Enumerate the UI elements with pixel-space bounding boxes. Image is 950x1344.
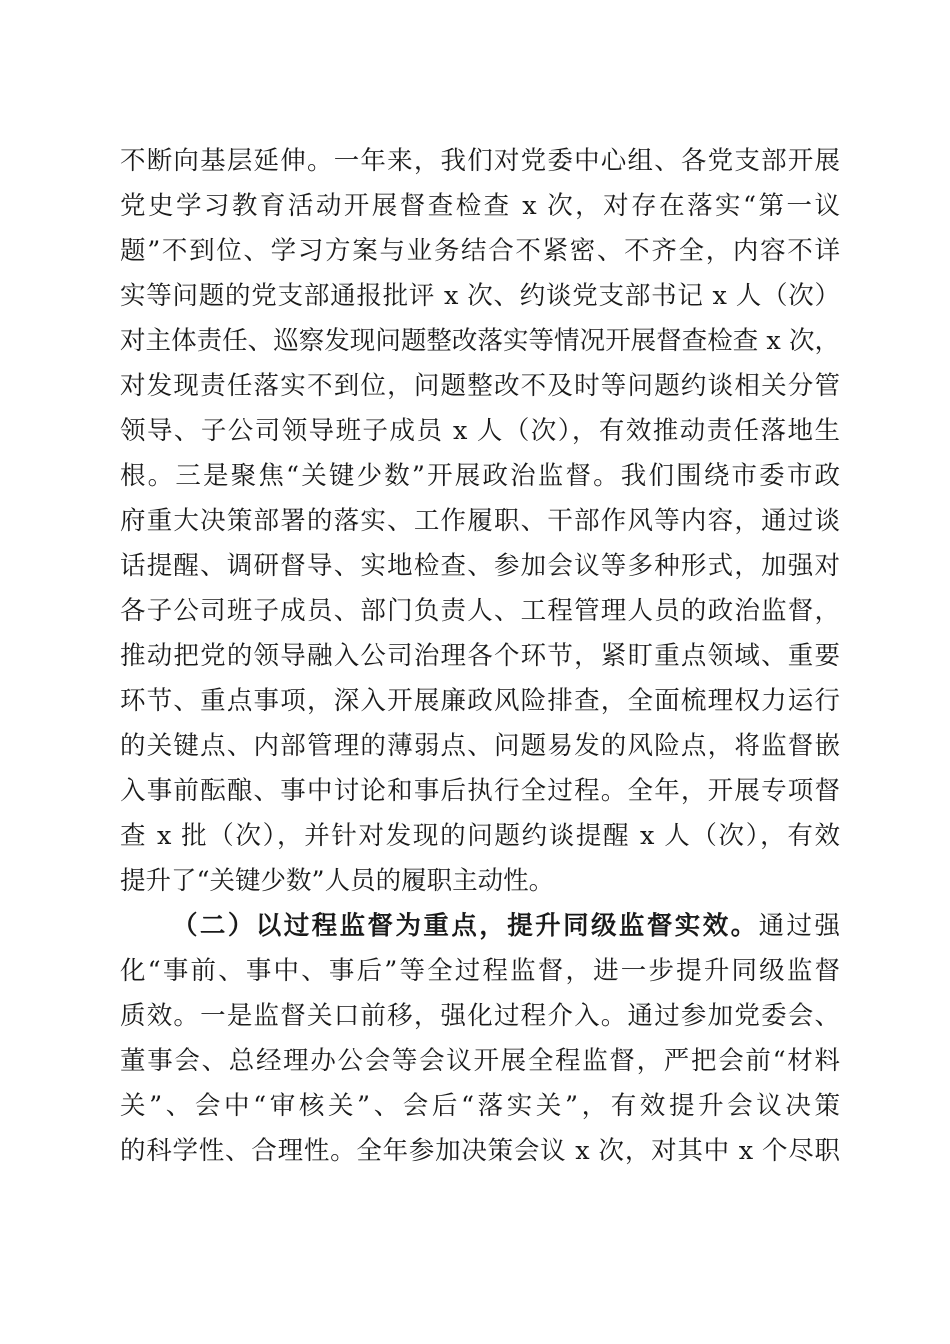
section-heading-line xyxy=(172,906,840,947)
text-line: 提升了“关键少数”人员的履职主动性。 xyxy=(120,866,555,896)
text-line: 关”、会中“审核关”、会后“落实关”，有效提升会议决策 xyxy=(120,1091,840,1121)
text-line: 对主体责任、巡察发现问题整改落实等情况开展督查检查 x 次， xyxy=(120,326,840,356)
text-line: 根。三是聚焦“关键少数”开展政治监督。我们围绕市委市政 xyxy=(120,461,840,491)
text-line: 入事前酝酿、事中讨论和事后执行全过程。全年，开展专项督 xyxy=(120,776,840,806)
text-line: 话提醒、调研督导、实地检查、参加会议等多种形式，加强对 xyxy=(120,551,840,581)
section-heading-continuation: 通过强 xyxy=(758,911,840,941)
text-line: 对发现责任落实不到位，问题整改不及时等问题约谈相关分管 xyxy=(120,371,840,401)
text-line: 查 x 批（次），并针对发现的问题约谈提醒 x 人（次），有效 xyxy=(120,821,840,851)
section-heading: （二）以过程监督为重点，提升同级监督实效。 xyxy=(172,911,759,941)
text-line: 题”不到位、学习方案与业务结合不紧密、不齐全，内容不详 xyxy=(120,236,840,266)
text-line: 推动把党的领导融入公司治理各个环节，紧盯重点领域、重要 xyxy=(120,641,840,671)
text-line: 董事会、总经理办公会等会议开展全程监督，严把会前“材料 xyxy=(120,1046,840,1076)
text-line: 各子公司班子成员、部门负责人、工程管理人员的政治监督， xyxy=(120,596,840,626)
text-line: 党史学习教育活动开展督查检查 x 次，对存在落实“第一议 xyxy=(120,191,840,221)
text-line: 府重大决策部署的落实、工作履职、干部作风等内容，通过谈 xyxy=(120,506,840,536)
text-line: 领导、子公司领导班子成员 x 人（次），有效推动责任落地生 xyxy=(120,416,840,446)
text-line: 的关键点、内部管理的薄弱点、问题易发的风险点，将监督嵌 xyxy=(120,731,840,761)
text-line: 的科学性、合理性。全年参加决策会议 x 次，对其中 x 个尽职 xyxy=(120,1136,840,1166)
text-line: 不断向基层延伸。一年来，我们对党委中心组、各党支部开展 xyxy=(120,146,840,176)
text-line: 实等问题的党支部通报批评 x 次、约谈党支部书记 x 人（次） xyxy=(120,281,840,311)
text-line: 化“事前、事中、事后”等全过程监督，进一步提升同级监督 xyxy=(120,956,840,986)
text-line: 质效。一是监督关口前移，强化过程介入。通过参加党委会、 xyxy=(120,1001,840,1031)
text-line: 环节、重点事项，深入开展廉政风险排查，全面梳理权力运行 xyxy=(120,686,840,716)
